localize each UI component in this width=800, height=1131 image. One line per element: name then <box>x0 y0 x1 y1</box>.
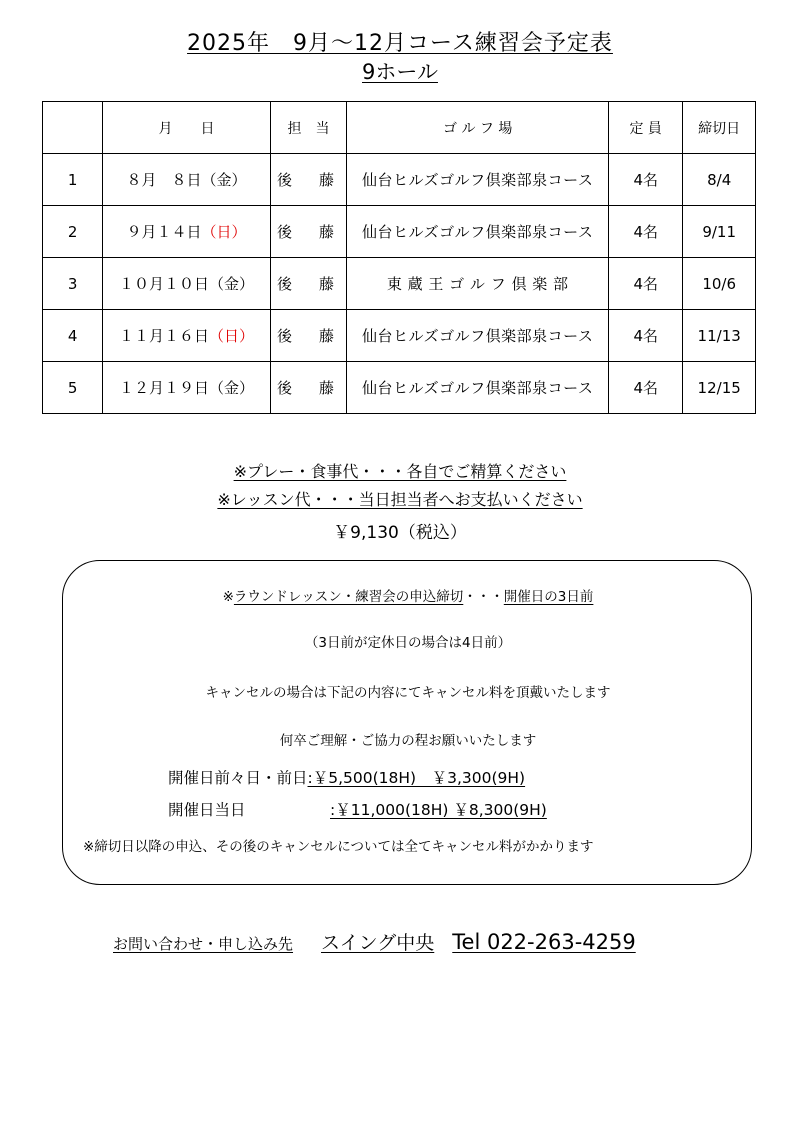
page-subtitle: 9ホール <box>362 60 438 84</box>
application-deadline: ※ラウンドレッスン・練習会の申込締切・・・開催日の3日前 <box>222 589 594 605</box>
cancel-note: キャンセルの場合は下記の内容にてキャンセル料を頂戴いたします <box>205 685 611 701</box>
row-number: 3 <box>43 258 103 310</box>
table-header-row <box>43 102 756 154</box>
lesson-fee-note: ※レッスン代・・・当日担当者へお支払いください <box>217 490 583 509</box>
header-date: 月 日 <box>103 102 270 154</box>
row-staff: 後 藤 <box>270 154 347 206</box>
row-staff: 後 藤 <box>270 258 347 310</box>
shop-name: スイング中央 <box>321 932 435 954</box>
schedule-table <box>42 101 756 414</box>
row-date: １０月１０日（金） <box>103 258 270 310</box>
row-course: 仙台ヒルズゴルフ倶楽部泉コース <box>347 310 609 362</box>
row-number: 4 <box>43 310 103 362</box>
contact-info <box>113 928 636 955</box>
weekday-red: （日） <box>201 223 247 241</box>
row-course: 仙台ヒルズゴルフ倶楽部泉コース <box>347 362 609 414</box>
row-date: １１月１６日（日） <box>103 310 270 362</box>
row-capacity: 4名 <box>609 206 683 258</box>
row-course: 仙台ヒルズゴルフ倶楽部泉コース <box>347 154 609 206</box>
row-date: ９月１４日（日） <box>103 206 270 258</box>
row-staff: 後 藤 <box>270 362 347 414</box>
row-staff: 後 藤 <box>270 310 347 362</box>
header-no <box>43 102 103 154</box>
row-capacity: 4名 <box>609 154 683 206</box>
table-row <box>43 362 756 414</box>
contact-label: お問い合わせ・申し込み先 <box>113 935 294 953</box>
cancellation-policy-box <box>62 560 752 885</box>
table-row <box>43 206 756 258</box>
row-deadline: 12/15 <box>683 362 756 414</box>
table-row <box>43 310 756 362</box>
page-title: 2025年 9月～12月コース練習会予定表 <box>187 31 613 56</box>
row-number: 5 <box>43 362 103 414</box>
row-deadline: 11/13 <box>683 310 756 362</box>
lesson-price: ￥9,130（税込） <box>333 523 467 543</box>
play-fee-note: ※プレー・食事代・・・各自でご精算ください <box>233 462 567 481</box>
row-capacity: 4名 <box>609 258 683 310</box>
header-course: ゴ ル フ 場 <box>347 102 609 154</box>
row-number: 2 <box>43 206 103 258</box>
row-staff: 後 藤 <box>270 206 347 258</box>
row-course: 東 蔵 王 ゴ ル フ 倶 楽 部 <box>347 258 609 310</box>
table-row <box>43 258 756 310</box>
weekday-red: （日） <box>209 327 255 345</box>
row-course: 仙台ヒルズゴルフ倶楽部泉コース <box>347 206 609 258</box>
fee-before-day: 開催日前々日・前日:￥5,500(18H) ￥3,300(9H) <box>168 769 526 787</box>
row-deadline: 10/6 <box>683 258 756 310</box>
row-capacity: 4名 <box>609 362 683 414</box>
row-deadline: 9/11 <box>683 206 756 258</box>
row-deadline: 8/4 <box>683 154 756 206</box>
late-application-note: ※締切日以降の申込、その後のキャンセルについては全てキャンセル料がかかります <box>83 839 594 855</box>
row-number: 1 <box>43 154 103 206</box>
phone-number[interactable]: Tel 022-263-4259 <box>452 930 636 954</box>
row-capacity: 4名 <box>609 310 683 362</box>
table-row <box>43 154 756 206</box>
header-deadline: 締切日 <box>683 102 756 154</box>
row-date: ８月 ８日（金） <box>103 154 270 206</box>
header-capacity: 定 員 <box>609 102 683 154</box>
thanks-note: 何卒ご理解・ご協力の程お願いいたします <box>279 733 537 749</box>
fee-same-day: 開催日当日 :￥11,000(18H) ￥8,300(9H) <box>168 801 547 819</box>
row-date: １２月１９日（金） <box>103 362 270 414</box>
header-staff: 担 当 <box>270 102 347 154</box>
holiday-note: （3日前が定休日の場合は4日前） <box>304 635 512 651</box>
